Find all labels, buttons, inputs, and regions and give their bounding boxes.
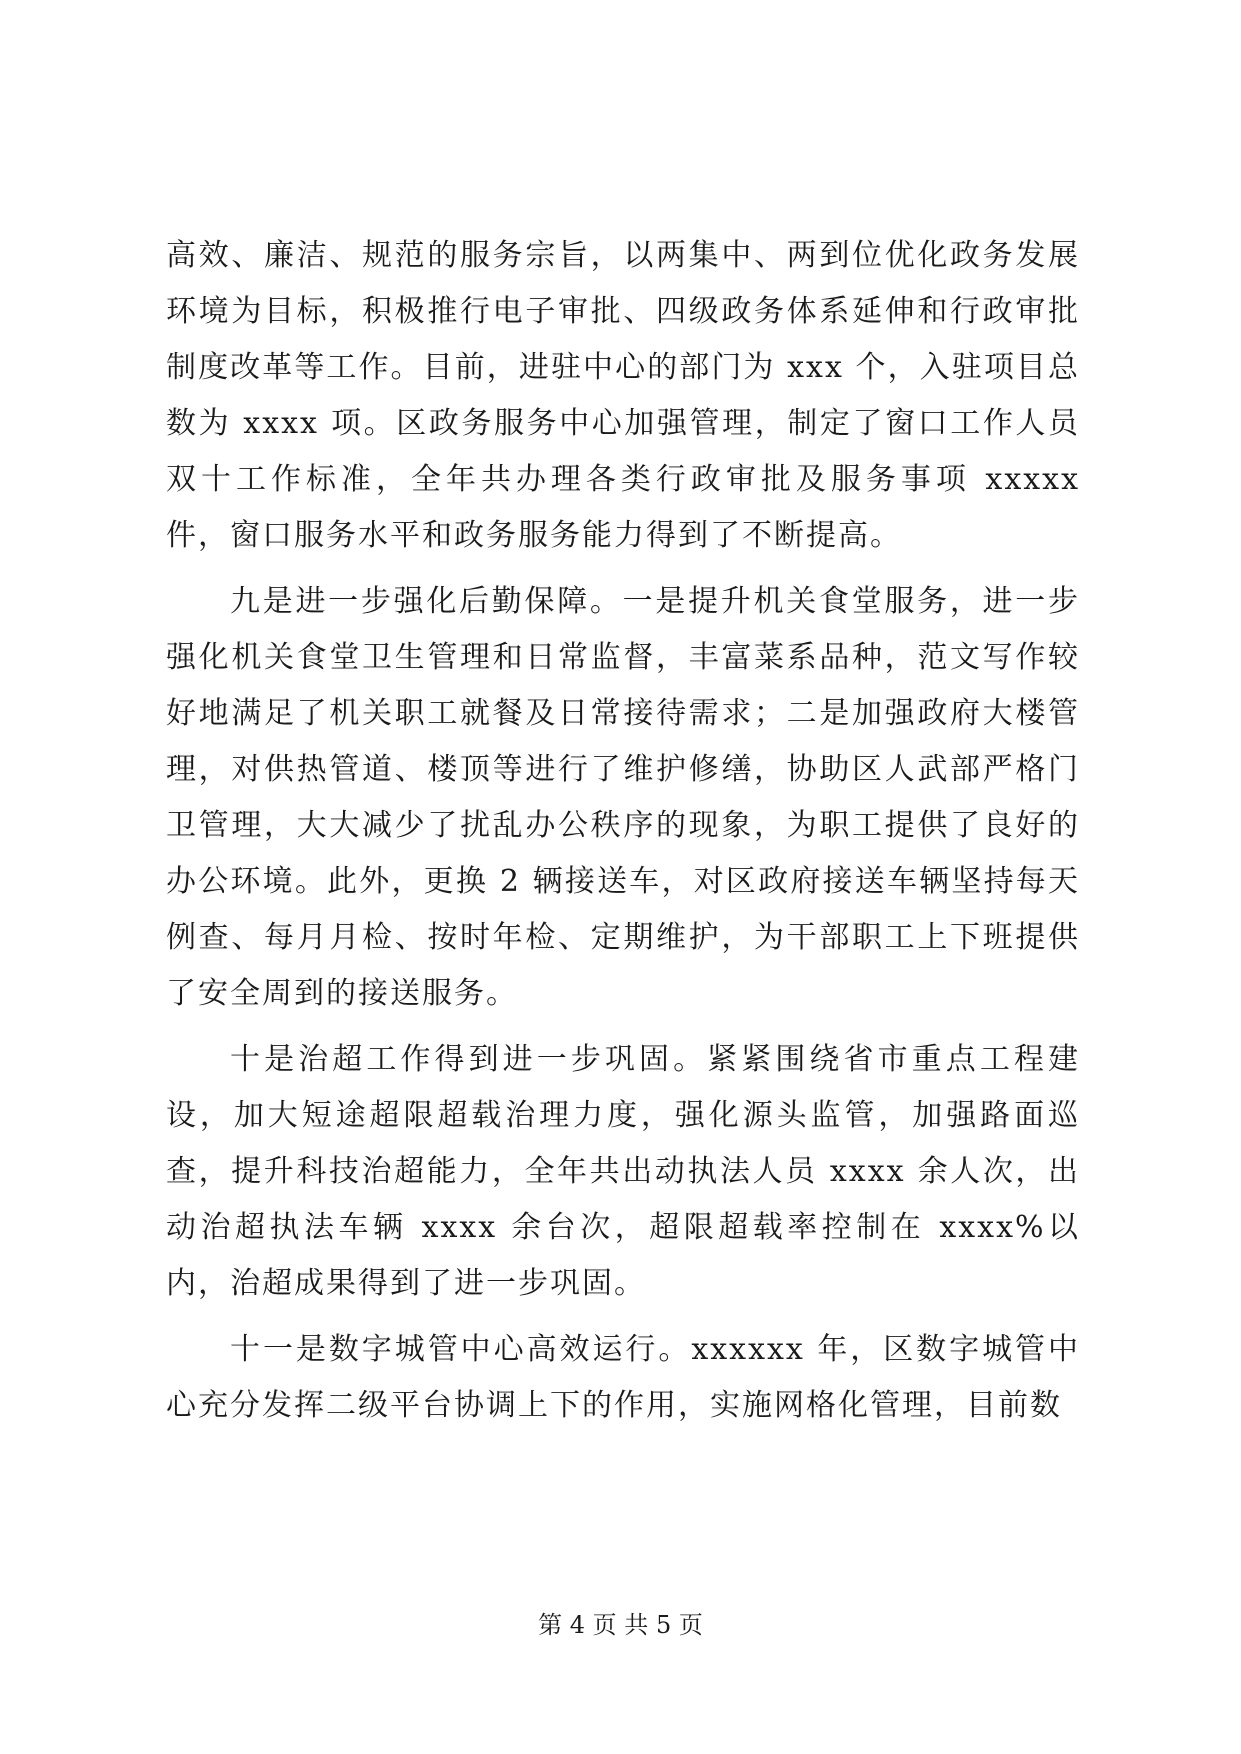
- paragraph-overload-control: 十是治超工作得到进一步巩固。紧紧围绕省市重点工程建设，加大短途超限超载治理力度，强化源头监管，加强路面巡查，提升科技治超能力，全年共出动执法人员 xxxx 余人次，出动治超执法车辆 xxxx 余台次，超限超载率控制在 xxxx%以内，治超成果得到了进一步巩固。: [166, 1042, 1080, 1301]
- document-body: [166, 228, 1080, 1434]
- paragraph-logistics: 九是进一步强化后勤保障。一是提升机关食堂服务，进一步强化机关食堂卫生管理和日常监督，丰富菜系品种，范文写作较好地满足了机关职工就餐及日常接待需求；二是加强政府大楼管理，对供热管道、楼顶等进行了维护修缮，协助区人武部严格门卫管理，大大减少了扰乱办公秩序的现象，为职工提供了良好的办公环境。此外，更换 2 辆接送车，对区政府接送车辆坚持每天例查、每月月检、按时年检、定期维护，为干部职工上下班提供了安全周到的接送服务。: [166, 584, 1080, 1011]
- paragraph-continuation: 高效、廉洁、规范的服务宗旨，以两集中、两到位优化政务发展环境为目标，积极推行电子审批、四级政务体系延伸和行政审批制度改革等工作。目前，进驻中心的部门为 xxx 个，入驻项目总数为 xxxx 项。区政务服务中心加强管理，制定了窗口工作人员双十工作标准，全年共办理各类行政审批及服务事项 xxxxx 件，窗口服务水平和政务服务能力得到了不断提高。: [166, 238, 1080, 553]
- paragraph-digital-city-management: 十一是数字城管中心高效运行。xxxxxx 年，区数字城管中心充分发挥二级平台协调上下的作用，实施网格化管理，目前数: [166, 1332, 1080, 1423]
- page-number-footer: 第 4 页 共 5 页: [538, 1611, 703, 1639]
